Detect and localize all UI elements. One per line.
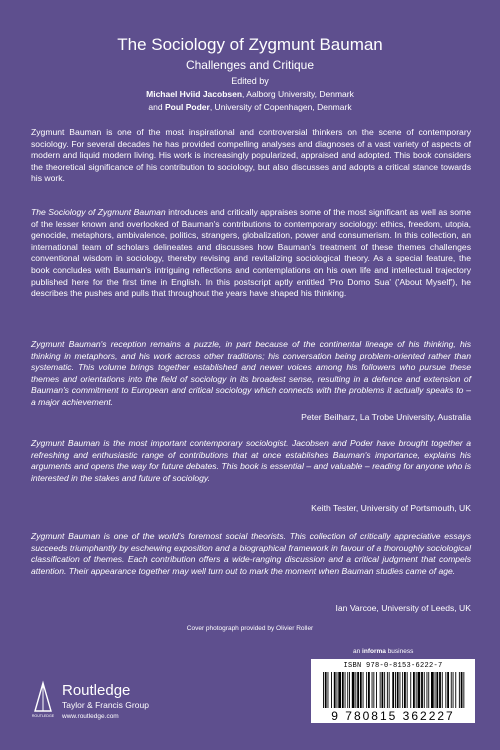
barcode-bar: [347, 672, 348, 708]
barcode-bar: [431, 672, 434, 708]
barcode-bar: [382, 672, 384, 708]
publisher-brand: [62, 683, 149, 722]
description-paragraph-2-text: introduces and critically appraises some of the most significant as well as some of the lesser known and overlooked of Bauman's contributions to contemporary sociology: ethics, freedom, utopia, genocide, metaphors, ambivalence, politics, strangers, globalization, power and consumerism. In this collection, an international team of scholars delineates and discusses how Bauman's treatment of these themes challenges conventional wisdom in sociology, thereby revising and revitalizing sociological theory. As a special feature, the book concludes with Bauman's intriguing reflections and contemplations on his own life and intellectual trajectory published here for the first time in English. In this postscript aptly entitled 'Pro Domo Sua' ('About Myself'), he describes the pushes and pulls that throughout the years have shaped his thinking.: [31, 207, 471, 299]
book-subtitle: Challenges and Critique: [185, 58, 315, 72]
barcode-bar: [407, 672, 408, 708]
barcode-bar: [451, 672, 452, 708]
barcode-bar: [323, 672, 324, 708]
barcode-bar: [342, 672, 344, 708]
barcode-bar: [366, 672, 367, 708]
barcode-bar: [416, 672, 417, 708]
review-quote-2: Zygmunt Bauman is the most important contemporary sociologist. Jacobsen and Poder have brought together a refreshing and enthusiastic range of contributions that at once establishes Bauman's importance, explains his arguments and opens the way for future debates. This book is essential – and valuable – reading for anyone who is interested in the stakes and future of sociology.: [31, 438, 471, 483]
barcode-bars: [321, 672, 467, 710]
barcode-bar: [325, 672, 327, 708]
routledge-logo-icon: [31, 681, 55, 719]
barcode-bar: [355, 672, 356, 708]
barcode-bar: [397, 672, 399, 708]
description-book-title: The Sociology of Zygmunt Bauman: [31, 207, 166, 217]
barcode-bar: [428, 672, 429, 708]
barcode-bar: [436, 672, 438, 708]
barcode-bar: [345, 672, 346, 708]
publisher-name: Routledge: [62, 682, 131, 699]
barcode-bar: [372, 672, 373, 708]
editor-1-affiliation: , Aalborg University, Denmark: [242, 89, 354, 99]
barcode-bar: [459, 672, 460, 708]
cover-header: [0, 35, 500, 114]
barcode-bar: [455, 672, 456, 708]
review-quote-3: Zygmunt Bauman is one of the world's foremost social theorists. This collection of critically appreciative essays succeeds triumphantly by eschewing exposition and a biographical framework in favour of a thoroughly sociological classification of themes. Each contribution offers a wide-ranging discussion and a critical judgment that compels attention. Their appearance together may well turn out to mark the moment when Bauman studies came of age.: [31, 531, 471, 576]
barcode-bar: [404, 672, 406, 708]
barcode-bar: [442, 672, 443, 708]
barcode-bar: [461, 672, 463, 708]
barcode-bar: [463, 672, 464, 708]
description-paragraph-1: Zygmunt Bauman is one of the most inspirational and controversial thinkers on the scene of contemporary sociology. For several decades he has provided compelling analyses and diagnoses of a vast variety of aspects of modern and liquid modern living. His work is increasingly popularized, appraised and adopted. This book considers the theoretical significance of his contribution to sociology, but also discusses and adopts a critical stance towards his work.: [31, 127, 471, 184]
photo-credit: Cover photograph provided by Olivier Roller: [186, 625, 314, 632]
editor-2-prefix: and: [148, 102, 165, 112]
barcode-bar: [368, 672, 370, 708]
barcode-bar: [380, 672, 381, 708]
barcode-number: 9 780815 362227: [331, 709, 455, 723]
barcode-bar: [435, 672, 436, 708]
review-attribution-3: Ian Varcoe, University of Leeds, UK: [335, 603, 471, 613]
barcode-bar: [453, 672, 454, 708]
barcode-bar: [328, 672, 329, 708]
barcode-bar: [400, 672, 401, 708]
barcode-bar: [392, 672, 394, 708]
barcode-bar: [360, 672, 362, 708]
publisher-group: Taylor & Francis Group: [62, 700, 149, 710]
barcode-bar: [418, 672, 421, 708]
barcode-bar: [376, 672, 377, 708]
barcode-bar: [331, 672, 332, 708]
barcode-bar: [439, 672, 441, 708]
barcode-bar: [445, 672, 446, 708]
informa-word: informa: [362, 648, 386, 655]
informa-business-tag: [353, 648, 413, 655]
editor-1-name: Michael Hviid Jacobsen: [146, 89, 243, 99]
isbn-barcode: [311, 659, 475, 723]
barcode-bar: [373, 672, 374, 708]
editor-1: [0, 88, 500, 101]
barcode-bar: [338, 672, 341, 708]
barcode-bar: [424, 672, 425, 708]
logo-wordmark: ROUTLEDGE: [31, 714, 55, 718]
barcode-bar: [402, 672, 403, 708]
isbn-text: ISBN 978-0-8153-6222-7: [343, 662, 443, 670]
barcode-bar: [337, 672, 338, 708]
barcode-bar: [395, 672, 396, 708]
editor-2-name: Poul Poder: [164, 102, 210, 112]
barcode-bar: [410, 672, 411, 708]
informa-suffix: business: [385, 648, 414, 655]
review-attribution-2: Keith Tester, University of Portsmouth, UK: [311, 503, 471, 513]
editor-2-affiliation: , University of Copenhagen, Denmark: [209, 102, 352, 112]
barcode-bar: [413, 672, 415, 708]
barcode-bar: [349, 672, 350, 708]
barcode-bar: [389, 672, 390, 708]
barcode-bar: [427, 672, 428, 708]
barcode-bar: [421, 672, 423, 708]
barcode-bar: [352, 672, 355, 708]
barcode-bar: [384, 672, 385, 708]
barcode-bar: [447, 672, 449, 708]
review-quote-1: Zygmunt Bauman's reception remains a puzzle, in part because of the continental lineage of his thinking, his thinking in metaphors, and his work across other traditions; his conversation being problem-oriented rather than systematic. This volume brings together established and newer voices among his followers who pursue these themes and orientations into the field of sociology in its broadest sense, resulting in a defence and extension of Bauman's commitment to European and critical sociology which connects with the problems it actually speaks to – a major achievement.: [31, 339, 471, 407]
description-paragraph-2: [31, 207, 471, 300]
barcode-bar: [334, 672, 336, 708]
review-attribution-1: Peter Beilharz, La Trobe University, Australia: [301, 412, 471, 422]
book-title: The Sociology of Zygmunt Bauman: [117, 35, 383, 54]
edited-by-label: Edited by: [231, 76, 269, 86]
barcode-bar: [357, 672, 359, 708]
barcode-bar: [363, 672, 364, 708]
barcode-bar: [387, 672, 388, 708]
editor-2: [0, 101, 500, 114]
informa-prefix: an: [353, 648, 363, 655]
publisher-url: www.routledge.com: [62, 713, 119, 720]
